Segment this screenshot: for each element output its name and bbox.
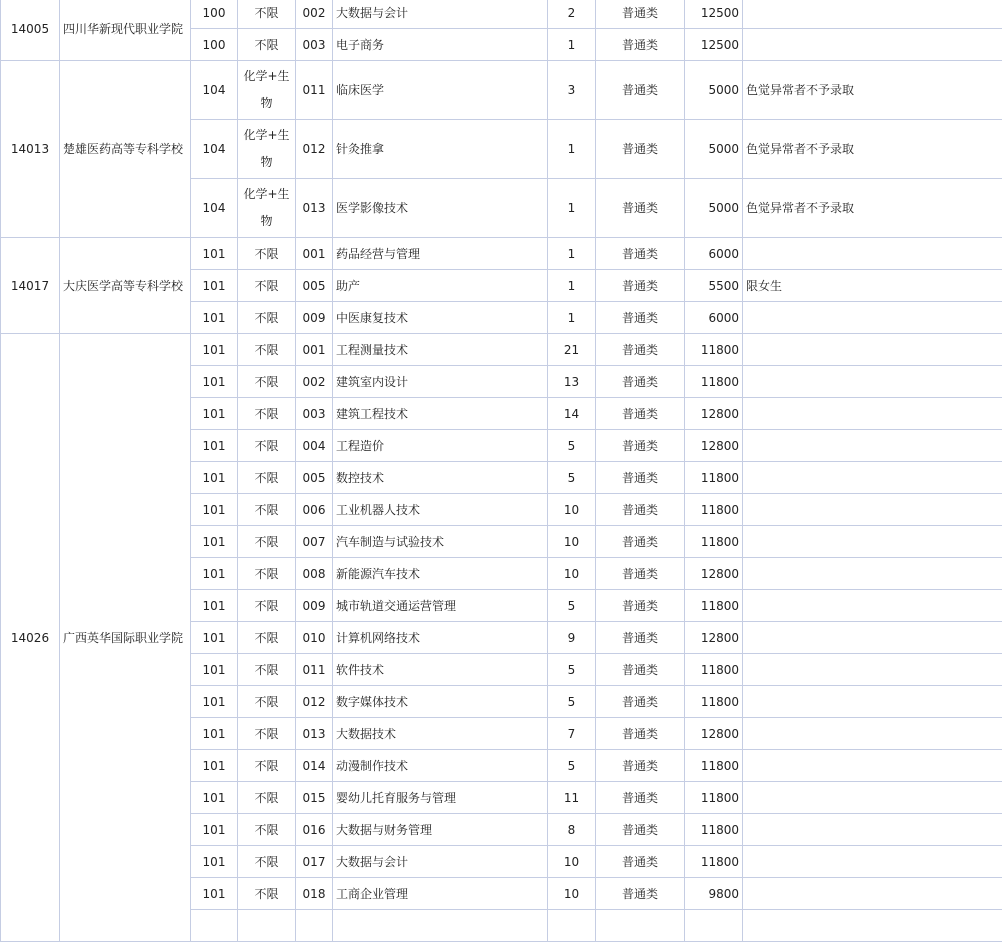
subject-requirement-cell: 化学+生物 <box>238 61 296 120</box>
group-code-cell: 101 <box>191 398 238 430</box>
category-cell: 普通类 <box>596 29 685 61</box>
school-code-cell: 14026 <box>1 334 60 942</box>
subject-requirement-cell: 不限 <box>238 750 296 782</box>
tuition-fee-cell: 9800 <box>685 878 743 910</box>
major-name-cell <box>333 910 548 942</box>
group-code-cell: 101 <box>191 814 238 846</box>
major-code-cell <box>296 910 333 942</box>
major-code-cell: 011 <box>296 654 333 686</box>
group-code-cell: 104 <box>191 120 238 179</box>
plan-count-cell <box>548 910 596 942</box>
plan-count-cell: 1 <box>548 302 596 334</box>
tuition-fee-cell: 11800 <box>685 654 743 686</box>
tuition-fee-cell: 11800 <box>685 750 743 782</box>
subject-requirement-cell: 化学+生物 <box>238 179 296 238</box>
note-cell: 色觉异常者不予录取 <box>743 61 1002 120</box>
group-code-cell: 104 <box>191 61 238 120</box>
major-code-cell: 002 <box>296 366 333 398</box>
major-code-cell: 015 <box>296 782 333 814</box>
subject-requirement-cell: 不限 <box>238 302 296 334</box>
group-code-cell: 101 <box>191 366 238 398</box>
tuition-fee-cell: 11800 <box>685 494 743 526</box>
table-row <box>1 334 1002 366</box>
group-code-cell: 100 <box>191 29 238 61</box>
major-name-cell: 动漫制作技术 <box>333 750 548 782</box>
category-cell: 普通类 <box>596 558 685 590</box>
group-code-cell: 101 <box>191 750 238 782</box>
school-code-cell: 14017 <box>1 238 60 334</box>
category-cell: 普通类 <box>596 179 685 238</box>
plan-count-cell: 21 <box>548 334 596 366</box>
subject-requirement-cell: 不限 <box>238 878 296 910</box>
category-cell: 普通类 <box>596 0 685 29</box>
tuition-fee-cell: 11800 <box>685 590 743 622</box>
tuition-fee-cell: 12800 <box>685 398 743 430</box>
note-cell <box>743 430 1002 462</box>
category-cell: 普通类 <box>596 526 685 558</box>
subject-requirement-cell: 不限 <box>238 398 296 430</box>
note-cell <box>743 462 1002 494</box>
plan-count-cell: 10 <box>548 558 596 590</box>
category-cell: 普通类 <box>596 878 685 910</box>
plan-count-cell: 5 <box>548 750 596 782</box>
school-name-cell: 四川华新现代职业学院 <box>60 0 191 61</box>
major-name-cell: 汽车制造与试验技术 <box>333 526 548 558</box>
major-name-cell: 软件技术 <box>333 654 548 686</box>
tuition-fee-cell: 6000 <box>685 302 743 334</box>
plan-count-cell: 5 <box>548 590 596 622</box>
category-cell: 普通类 <box>596 846 685 878</box>
group-code-cell: 101 <box>191 654 238 686</box>
major-name-cell: 数字媒体技术 <box>333 686 548 718</box>
subject-requirement-cell: 不限 <box>238 622 296 654</box>
major-code-cell: 010 <box>296 622 333 654</box>
subject-requirement-cell: 不限 <box>238 462 296 494</box>
group-code-cell: 101 <box>191 622 238 654</box>
plan-count-cell: 10 <box>548 494 596 526</box>
major-name-cell: 工业机器人技术 <box>333 494 548 526</box>
tuition-fee-cell: 12800 <box>685 430 743 462</box>
category-cell: 普通类 <box>596 814 685 846</box>
group-code-cell: 101 <box>191 846 238 878</box>
major-name-cell: 城市轨道交通运营管理 <box>333 590 548 622</box>
plan-count-cell: 9 <box>548 622 596 654</box>
major-name-cell: 大数据与财务管理 <box>333 814 548 846</box>
note-cell <box>743 686 1002 718</box>
plan-count-cell: 5 <box>548 430 596 462</box>
school-code-cell: 14005 <box>1 0 60 61</box>
subject-requirement-cell: 不限 <box>238 334 296 366</box>
major-code-cell: 012 <box>296 120 333 179</box>
major-code-cell: 011 <box>296 61 333 120</box>
major-code-cell: 005 <box>296 270 333 302</box>
plan-count-cell: 5 <box>548 462 596 494</box>
group-code-cell: 101 <box>191 270 238 302</box>
note-cell <box>743 558 1002 590</box>
category-cell: 普通类 <box>596 120 685 179</box>
major-code-cell: 007 <box>296 526 333 558</box>
tuition-fee-cell: 11800 <box>685 366 743 398</box>
major-name-cell: 中医康复技术 <box>333 302 548 334</box>
note-cell <box>743 398 1002 430</box>
category-cell: 普通类 <box>596 622 685 654</box>
note-cell <box>743 29 1002 61</box>
plan-count-cell: 1 <box>548 270 596 302</box>
major-code-cell: 004 <box>296 430 333 462</box>
plan-count-cell: 11 <box>548 782 596 814</box>
note-cell <box>743 302 1002 334</box>
group-code-cell: 101 <box>191 590 238 622</box>
table-row <box>1 0 1002 29</box>
school-name-cell: 广西英华国际职业学院 <box>60 334 191 942</box>
table-body <box>1 0 1002 942</box>
tuition-fee-cell: 12800 <box>685 718 743 750</box>
subject-requirement-cell: 不限 <box>238 270 296 302</box>
note-cell <box>743 334 1002 366</box>
plan-count-cell: 8 <box>548 814 596 846</box>
subject-requirement-cell: 不限 <box>238 29 296 61</box>
tuition-fee-cell: 12500 <box>685 29 743 61</box>
group-code-cell: 101 <box>191 718 238 750</box>
major-name-cell: 工商企业管理 <box>333 878 548 910</box>
major-code-cell: 013 <box>296 718 333 750</box>
major-name-cell: 工程造价 <box>333 430 548 462</box>
category-cell: 普通类 <box>596 270 685 302</box>
note-cell <box>743 622 1002 654</box>
plan-count-cell: 13 <box>548 366 596 398</box>
subject-requirement-cell: 不限 <box>238 654 296 686</box>
plan-count-cell: 10 <box>548 846 596 878</box>
major-code-cell: 013 <box>296 179 333 238</box>
note-cell <box>743 590 1002 622</box>
category-cell: 普通类 <box>596 590 685 622</box>
note-cell <box>743 238 1002 270</box>
category-cell: 普通类 <box>596 686 685 718</box>
subject-requirement-cell: 不限 <box>238 718 296 750</box>
note-cell <box>743 654 1002 686</box>
major-code-cell: 001 <box>296 238 333 270</box>
major-code-cell: 001 <box>296 334 333 366</box>
subject-requirement-cell: 不限 <box>238 782 296 814</box>
category-cell: 普通类 <box>596 718 685 750</box>
plan-count-cell: 3 <box>548 61 596 120</box>
major-code-cell: 016 <box>296 814 333 846</box>
tuition-fee-cell: 11800 <box>685 526 743 558</box>
plan-count-cell: 10 <box>548 878 596 910</box>
major-name-cell: 大数据与会计 <box>333 0 548 29</box>
note-cell <box>743 0 1002 29</box>
tuition-fee-cell: 11800 <box>685 686 743 718</box>
major-code-cell: 005 <box>296 462 333 494</box>
major-name-cell: 婴幼儿托育服务与管理 <box>333 782 548 814</box>
category-cell: 普通类 <box>596 782 685 814</box>
note-cell <box>743 366 1002 398</box>
category-cell: 普通类 <box>596 334 685 366</box>
note-cell <box>743 782 1002 814</box>
category-cell: 普通类 <box>596 302 685 334</box>
group-code-cell <box>191 910 238 942</box>
table-row <box>1 238 1002 270</box>
group-code-cell: 101 <box>191 526 238 558</box>
major-code-cell: 012 <box>296 686 333 718</box>
subject-requirement-cell: 化学+生物 <box>238 120 296 179</box>
tuition-fee-cell: 6000 <box>685 238 743 270</box>
major-name-cell: 临床医学 <box>333 61 548 120</box>
category-cell <box>596 910 685 942</box>
major-code-cell: 009 <box>296 590 333 622</box>
category-cell: 普通类 <box>596 462 685 494</box>
group-code-cell: 100 <box>191 0 238 29</box>
group-code-cell: 101 <box>191 334 238 366</box>
group-code-cell: 101 <box>191 238 238 270</box>
major-name-cell: 新能源汽车技术 <box>333 558 548 590</box>
major-code-cell: 014 <box>296 750 333 782</box>
major-code-cell: 008 <box>296 558 333 590</box>
major-name-cell: 建筑工程技术 <box>333 398 548 430</box>
plan-count-cell: 10 <box>548 526 596 558</box>
tuition-fee-cell <box>685 910 743 942</box>
note-cell <box>743 526 1002 558</box>
group-code-cell: 101 <box>191 558 238 590</box>
tuition-fee-cell: 12500 <box>685 0 743 29</box>
subject-requirement-cell: 不限 <box>238 494 296 526</box>
major-name-cell: 工程测量技术 <box>333 334 548 366</box>
category-cell: 普通类 <box>596 61 685 120</box>
plan-count-cell: 1 <box>548 179 596 238</box>
plan-count-cell: 5 <box>548 686 596 718</box>
group-code-cell: 101 <box>191 302 238 334</box>
major-name-cell: 大数据与会计 <box>333 846 548 878</box>
major-code-cell: 018 <box>296 878 333 910</box>
plan-count-cell: 5 <box>548 654 596 686</box>
tuition-fee-cell: 5500 <box>685 270 743 302</box>
plan-count-cell: 14 <box>548 398 596 430</box>
major-code-cell: 017 <box>296 846 333 878</box>
plan-count-cell: 1 <box>548 120 596 179</box>
subject-requirement-cell: 不限 <box>238 686 296 718</box>
major-name-cell: 计算机网络技术 <box>333 622 548 654</box>
tuition-fee-cell: 11800 <box>685 462 743 494</box>
subject-requirement-cell: 不限 <box>238 846 296 878</box>
group-code-cell: 104 <box>191 179 238 238</box>
tuition-fee-cell: 11800 <box>685 846 743 878</box>
major-code-cell: 003 <box>296 398 333 430</box>
school-name-cell: 楚雄医药高等专科学校 <box>60 61 191 238</box>
subject-requirement-cell: 不限 <box>238 430 296 462</box>
category-cell: 普通类 <box>596 238 685 270</box>
group-code-cell: 101 <box>191 878 238 910</box>
tuition-fee-cell: 11800 <box>685 814 743 846</box>
note-cell <box>743 846 1002 878</box>
school-name-cell: 大庆医学高等专科学校 <box>60 238 191 334</box>
note-cell <box>743 910 1002 942</box>
tuition-fee-cell: 12800 <box>685 622 743 654</box>
note-cell <box>743 878 1002 910</box>
major-code-cell: 003 <box>296 29 333 61</box>
note-cell: 色觉异常者不予录取 <box>743 179 1002 238</box>
category-cell: 普通类 <box>596 398 685 430</box>
tuition-fee-cell: 11800 <box>685 334 743 366</box>
group-code-cell: 101 <box>191 686 238 718</box>
plan-count-cell: 1 <box>548 238 596 270</box>
major-name-cell: 助产 <box>333 270 548 302</box>
subject-requirement-cell: 不限 <box>238 814 296 846</box>
tuition-fee-cell: 12800 <box>685 558 743 590</box>
subject-requirement-cell: 不限 <box>238 366 296 398</box>
subject-requirement-cell <box>238 910 296 942</box>
major-code-cell: 002 <box>296 0 333 29</box>
note-cell: 限女生 <box>743 270 1002 302</box>
major-name-cell: 建筑室内设计 <box>333 366 548 398</box>
subject-requirement-cell: 不限 <box>238 526 296 558</box>
note-cell <box>743 718 1002 750</box>
plan-count-cell: 7 <box>548 718 596 750</box>
group-code-cell: 101 <box>191 494 238 526</box>
major-name-cell: 针灸推拿 <box>333 120 548 179</box>
subject-requirement-cell: 不限 <box>238 558 296 590</box>
table-row <box>1 61 1002 120</box>
tuition-fee-cell: 5000 <box>685 179 743 238</box>
note-cell: 色觉异常者不予录取 <box>743 120 1002 179</box>
category-cell: 普通类 <box>596 366 685 398</box>
note-cell <box>743 750 1002 782</box>
category-cell: 普通类 <box>596 750 685 782</box>
note-cell <box>743 814 1002 846</box>
category-cell: 普通类 <box>596 654 685 686</box>
tuition-fee-cell: 5000 <box>685 61 743 120</box>
major-name-cell: 电子商务 <box>333 29 548 61</box>
major-code-cell: 006 <box>296 494 333 526</box>
school-code-cell: 14013 <box>1 61 60 238</box>
group-code-cell: 101 <box>191 462 238 494</box>
major-name-cell: 药品经营与管理 <box>333 238 548 270</box>
plan-count-cell: 1 <box>548 29 596 61</box>
major-name-cell: 医学影像技术 <box>333 179 548 238</box>
note-cell <box>743 494 1002 526</box>
subject-requirement-cell: 不限 <box>238 0 296 29</box>
category-cell: 普通类 <box>596 430 685 462</box>
subject-requirement-cell: 不限 <box>238 590 296 622</box>
tuition-fee-cell: 11800 <box>685 782 743 814</box>
subject-requirement-cell: 不限 <box>238 238 296 270</box>
major-code-cell: 009 <box>296 302 333 334</box>
major-name-cell: 数控技术 <box>333 462 548 494</box>
category-cell: 普通类 <box>596 494 685 526</box>
group-code-cell: 101 <box>191 430 238 462</box>
major-name-cell: 大数据技术 <box>333 718 548 750</box>
tuition-fee-cell: 5000 <box>685 120 743 179</box>
plan-count-cell: 2 <box>548 0 596 29</box>
group-code-cell: 101 <box>191 782 238 814</box>
